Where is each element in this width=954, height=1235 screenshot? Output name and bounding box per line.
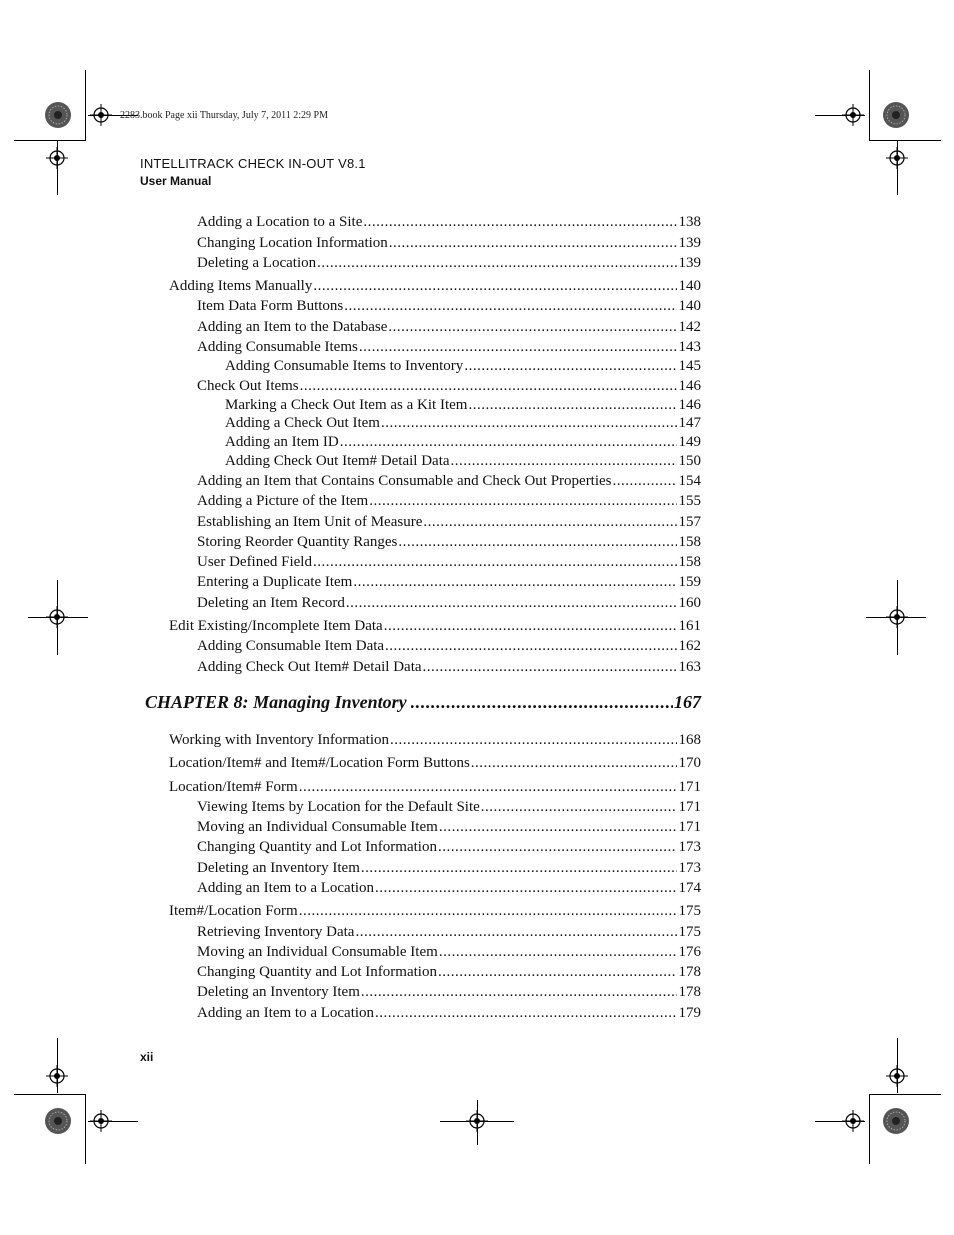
chapter-title: Managing Inventory (253, 692, 407, 712)
leader-dots (375, 880, 676, 897)
toc-entry-title: Viewing Items by Location for the Default Site (197, 799, 480, 815)
toc-entry-page: 154 (678, 473, 701, 489)
print-slug: 2283.book Page xii Thursday, July 7, 2011 2:29 PM (120, 110, 328, 121)
leader-dots (375, 1005, 676, 1022)
leader-dots (438, 839, 677, 856)
toc-entry-page: 161 (678, 618, 701, 634)
toc-entry-title: Adding a Location to a Site (197, 214, 363, 230)
toc-entry-page: 173 (678, 839, 701, 855)
crop-mark (14, 140, 86, 141)
star-target-icon (44, 101, 72, 129)
toc-entry[interactable] (197, 924, 701, 941)
toc-entry-page: 146 (678, 397, 701, 413)
toc-entry-title: Entering a Duplicate Item (197, 574, 353, 590)
leader-dots (390, 732, 677, 749)
toc-entry-page: 149 (678, 434, 701, 450)
star-target-icon (882, 101, 910, 129)
toc-entry-title: Deleting an Item Record (197, 595, 345, 611)
toc-entry-page: 162 (678, 638, 701, 654)
toc-entry[interactable] (169, 755, 701, 772)
registration-target-icon (90, 104, 112, 126)
toc-entry-title: Changing Quantity and Lot Information (197, 839, 437, 855)
registration-target-icon (466, 1110, 488, 1132)
toc-entry[interactable] (197, 255, 701, 272)
crop-mark (869, 140, 941, 141)
toc-entry-title: Deleting an Inventory Item (197, 860, 360, 876)
toc-entry[interactable] (197, 799, 701, 816)
crop-mark (869, 1094, 870, 1164)
toc-entry-title: Location/Item# and Item#/Location Form Buttons (169, 755, 470, 771)
toc-entry[interactable] (197, 984, 701, 1001)
toc-entry[interactable] (169, 732, 701, 749)
leader-dots (317, 255, 676, 272)
toc-entry-page: 146 (678, 378, 701, 394)
leader-dots (313, 554, 677, 571)
toc-entry-title: Changing Quantity and Lot Information (197, 964, 437, 980)
toc-entry-page: 158 (678, 554, 701, 570)
toc-entry-page: 173 (678, 860, 701, 876)
toc-entry-page: 140 (678, 278, 701, 294)
leader-dots (300, 378, 677, 395)
toc-entry-title: Adding an Item to the Database (197, 319, 388, 335)
registration-target-icon (46, 606, 68, 628)
toc-entry-title: Edit Existing/Incomplete Item Data (169, 618, 383, 634)
toc-entry-page: 168 (678, 732, 701, 748)
toc-entry[interactable] (197, 839, 701, 856)
registration-target-icon (46, 1065, 68, 1087)
toc-entry[interactable] (197, 214, 701, 231)
toc-entry-page: 147 (678, 415, 701, 431)
crop-mark (869, 70, 870, 140)
crop-mark (869, 1094, 941, 1095)
toc-entry-page: 170 (678, 755, 701, 771)
toc-entry-title: Establishing an Item Unit of Measure (197, 514, 423, 530)
toc-entry-title: User Defined Field (197, 554, 312, 570)
toc-entry-title: Marking a Check Out Item as a Kit Item (225, 397, 468, 413)
toc-entry[interactable] (197, 1005, 701, 1022)
leader-dots (423, 514, 676, 531)
toc-entry-page: 157 (678, 514, 701, 530)
toc-entry-page: 178 (678, 984, 701, 1000)
leader-dots (359, 339, 677, 356)
leader-dots (411, 692, 673, 713)
toc-entry-page: 158 (678, 534, 701, 550)
toc-entry-title: Adding Consumable Items to Inventory (225, 358, 464, 374)
leader-dots (313, 278, 676, 295)
leader-dots (423, 659, 677, 676)
toc-entry-title: Moving an Individual Consumable Item (197, 819, 438, 835)
toc-entry-title: Adding an Item to a Location (197, 1005, 375, 1021)
toc-entry[interactable] (225, 453, 701, 470)
leader-dots (353, 574, 676, 591)
toc-entry-title: Adding Consumable Item Data (197, 638, 385, 654)
toc-entry[interactable] (197, 574, 701, 591)
toc-entry-title: Adding an Item to a Location (197, 880, 375, 896)
leader-dots (468, 397, 676, 414)
registration-target-icon (886, 1065, 908, 1087)
toc-entry-title: Check Out Items (197, 378, 299, 394)
star-target-icon (44, 1107, 72, 1135)
toc-entry[interactable] (225, 397, 701, 414)
toc-entry[interactable] (197, 944, 701, 961)
toc-entry[interactable] (169, 618, 701, 635)
toc-entry-title: Adding an Item ID (225, 434, 339, 450)
toc-entry-title: Item#/Location Form (169, 903, 298, 919)
leader-dots (355, 924, 676, 941)
toc-entry-page: 179 (678, 1005, 701, 1021)
toc-entry-title: Changing Location Information (197, 235, 388, 251)
toc-entry-page: 176 (678, 944, 701, 960)
toc-entry[interactable] (225, 358, 701, 375)
leader-dots (438, 964, 677, 981)
toc-entry-title: Adding a Picture of the Item (197, 493, 369, 509)
leader-dots (361, 860, 677, 877)
toc-entry[interactable] (197, 473, 701, 490)
registration-target-icon (886, 606, 908, 628)
chapter-label: CHAPTER 8: (145, 692, 249, 712)
toc-entry-page: 171 (678, 819, 701, 835)
toc-entry[interactable] (197, 339, 701, 356)
toc-entry[interactable] (197, 378, 701, 395)
star-target-icon (882, 1107, 910, 1135)
toc-entry[interactable] (197, 235, 701, 252)
leader-dots (385, 638, 676, 655)
registration-target-icon (90, 1110, 112, 1132)
toc-entry-page: 142 (678, 319, 701, 335)
toc-entry-title: Adding a Check Out Item (225, 415, 380, 431)
toc-entry-page: 145 (678, 358, 701, 374)
toc-entry-page: 159 (678, 574, 701, 590)
toc-entry-title: Deleting an Inventory Item (197, 984, 360, 1000)
leader-dots (346, 595, 677, 612)
toc-entry[interactable] (197, 554, 701, 571)
toc-entry-page: 140 (678, 298, 701, 314)
toc-entry-title: Location/Item# Form (169, 779, 298, 795)
toc-entry-page: 138 (678, 214, 701, 230)
leader-dots (381, 415, 677, 432)
registration-target-icon (842, 104, 864, 126)
toc-entry-page: 178 (678, 964, 701, 980)
toc-entry[interactable] (169, 903, 701, 920)
toc-entry-page: 175 (678, 924, 701, 940)
toc-entry[interactable] (197, 595, 701, 612)
toc-entry[interactable] (169, 278, 701, 295)
toc-entry-title: Adding Check Out Item# Detail Data (225, 453, 450, 469)
leader-dots (481, 799, 677, 816)
running-header-title: INTELLITRACK CHECK IN-OUT V8.1 (140, 156, 366, 171)
leader-dots (344, 298, 676, 315)
chapter-page: 167 (674, 692, 701, 712)
crop-mark (85, 1094, 86, 1164)
toc-entry-page: 155 (678, 493, 701, 509)
toc-entry[interactable] (197, 819, 701, 836)
toc-entry-page: 171 (678, 799, 701, 815)
leader-dots (369, 493, 676, 510)
running-header-subtitle: User Manual (140, 174, 212, 188)
toc-entry[interactable] (197, 860, 701, 877)
toc-entry-page: 139 (678, 255, 701, 271)
leader-dots (384, 618, 677, 635)
leader-dots (361, 984, 677, 1001)
page-number: xii (140, 1050, 154, 1064)
toc-entry-title: Deleting a Location (197, 255, 317, 271)
toc-entry-title: Adding Items Manually (169, 278, 313, 294)
leader-dots (439, 819, 677, 836)
crop-mark (85, 70, 86, 140)
toc-entry[interactable] (197, 659, 701, 676)
toc-entry[interactable] (225, 434, 701, 451)
chapter-heading[interactable] (145, 692, 701, 713)
leader-dots (299, 903, 677, 920)
toc-entry-title: Adding Check Out Item# Detail Data (197, 659, 422, 675)
leader-dots (388, 319, 676, 336)
toc-entry-title: Working with Inventory Information (169, 732, 389, 748)
toc-entry[interactable] (197, 319, 701, 336)
leader-dots (299, 779, 677, 796)
leader-dots (464, 358, 676, 375)
toc-entry-page: 163 (678, 659, 701, 675)
toc-entry[interactable] (197, 534, 701, 551)
toc-entry[interactable] (197, 964, 701, 981)
toc-entry-title: Adding an Item that Contains Consumable and Check Out Properties (197, 473, 612, 489)
leader-dots (451, 453, 677, 470)
toc-entry-title: Moving an Individual Consumable Item (197, 944, 438, 960)
toc-entry-page: 143 (678, 339, 701, 355)
registration-target-icon (842, 1110, 864, 1132)
toc-entry-page: 175 (678, 903, 701, 919)
toc-entry[interactable] (225, 415, 701, 432)
registration-target-icon (886, 147, 908, 169)
toc-entry[interactable] (197, 880, 701, 897)
toc-entry-title: Item Data Form Buttons (197, 298, 344, 314)
toc-entry[interactable] (197, 638, 701, 655)
toc-entry-page: 171 (678, 779, 701, 795)
leader-dots (398, 534, 676, 551)
crop-mark (14, 1094, 86, 1095)
leader-dots (613, 473, 677, 490)
toc-entry-page: 150 (678, 453, 701, 469)
leader-dots (363, 214, 676, 231)
leader-dots (389, 235, 677, 252)
toc-entry-title: Storing Reorder Quantity Ranges (197, 534, 398, 550)
toc-entry[interactable] (197, 514, 701, 531)
toc-entry[interactable] (197, 298, 701, 315)
leader-dots (340, 434, 677, 451)
registration-target-icon (46, 147, 68, 169)
toc-entry[interactable] (197, 493, 701, 510)
toc-entry-page: 139 (678, 235, 701, 251)
toc-entry-title: Retrieving Inventory Data (197, 924, 355, 940)
toc-entry-title: Adding Consumable Items (197, 339, 358, 355)
leader-dots (439, 944, 677, 961)
toc-entry-page: 174 (678, 880, 701, 896)
leader-dots (471, 755, 677, 772)
toc-entry-page: 160 (678, 595, 701, 611)
toc-entry[interactable] (169, 779, 701, 796)
